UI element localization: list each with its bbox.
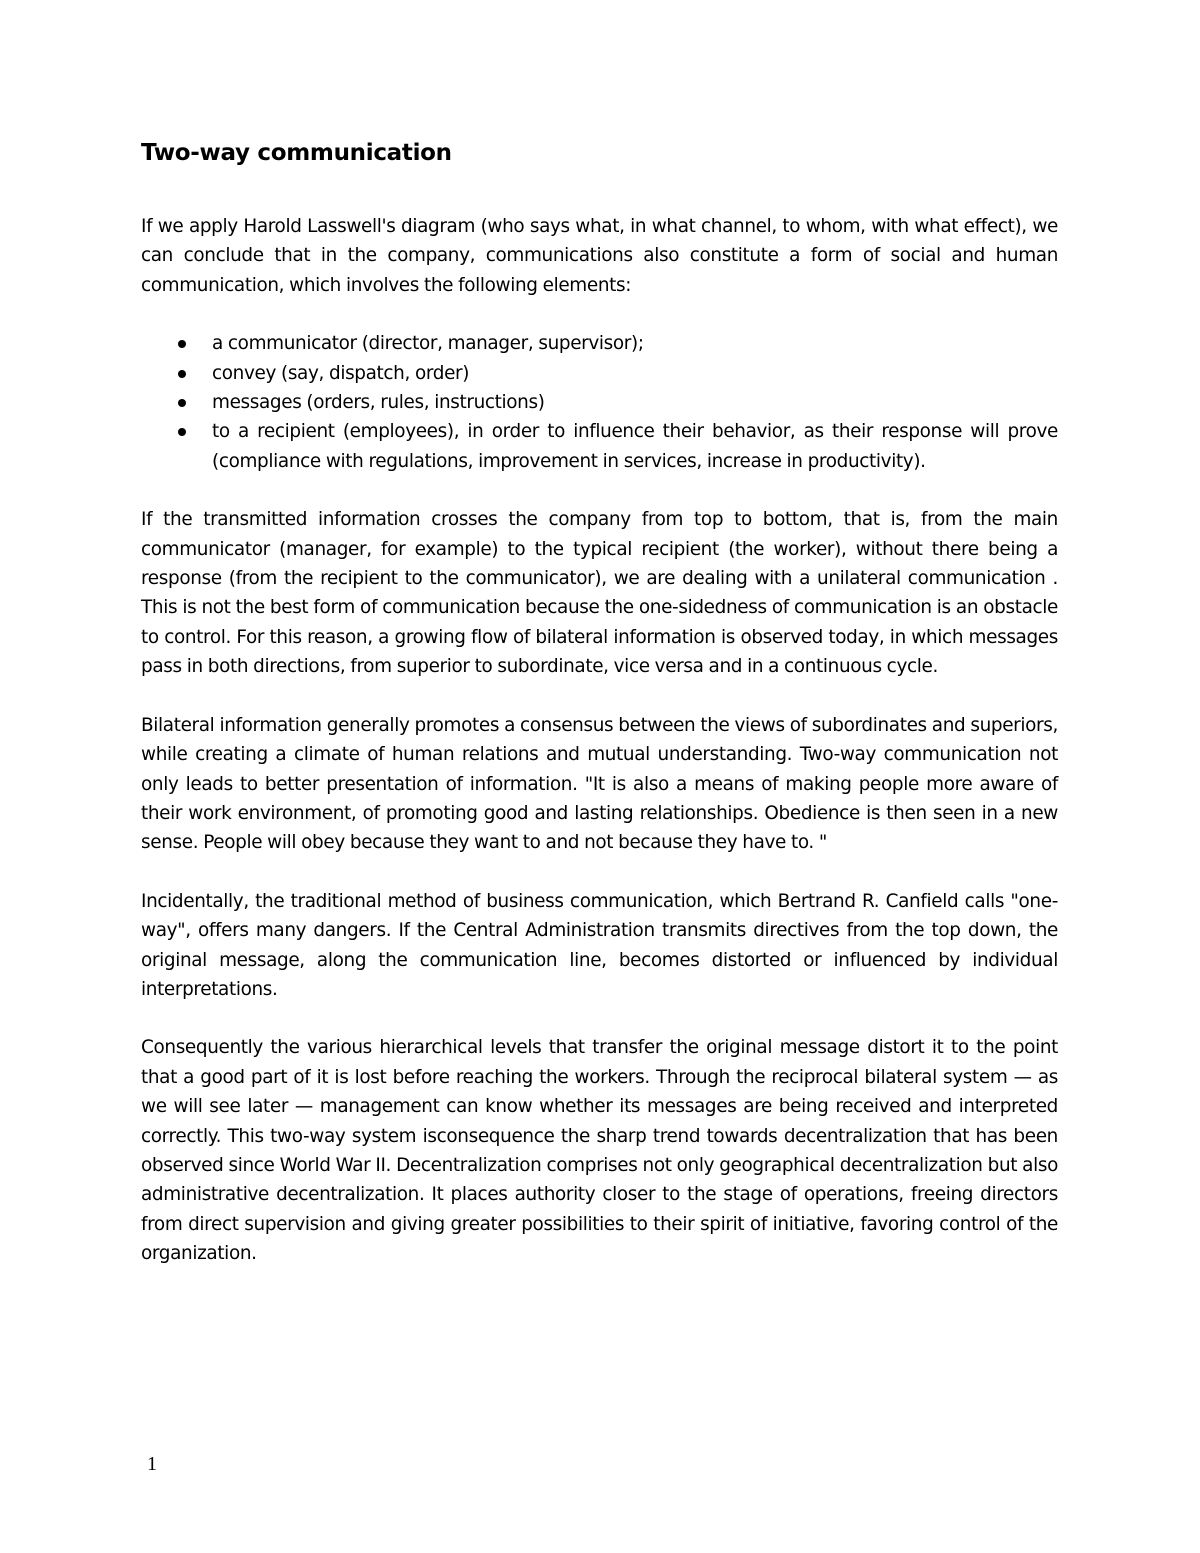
bullet-icon bbox=[178, 340, 186, 348]
list-item bbox=[141, 329, 1058, 358]
bullet-icon bbox=[178, 370, 186, 378]
list-item-text: messages (orders, rules, instructions) bbox=[212, 392, 545, 414]
list-item bbox=[141, 359, 1058, 388]
body-paragraph-unilateral: If the transmitted information crosses the company from top to bottom, that is, from the main communicator (manager, for example) to the typical recipient (the worker), without there being a response (from the recipient to the communicator), we are dealing with a unilateral communication . This is not the best form of communication because the one-sidedness of communication is an obstacle to control. For this reason, a growing flow of bilateral information is observed today, in which messages pass in both directions, from superior to subordinate, vice versa and in a continuous cycle. bbox=[141, 509, 1058, 678]
elements-list bbox=[141, 329, 1058, 476]
list-item-text: a communicator (director, manager, supervisor); bbox=[212, 333, 644, 355]
body-paragraph-bilateral: Bilateral information generally promotes a consensus between the views of subordinates and superiors, while creating a climate of human relations and mutual understanding. Two-way communication not only leads to better presentation of information. "It is also a means of making people more aware of their work environment, of promoting good and lasting relationships. Obedience is then seen in a new sense. People will obey because they want to and not because they have to. " bbox=[141, 714, 1058, 854]
bullet-icon bbox=[178, 428, 186, 436]
body-paragraph-one-way: Incidentally, the traditional method of business communication, which Bertrand R. Canfield calls "one-way", offers many dangers. If the Central Administration transmits directives from the top down, the original message, along the communication line, becomes distorted or influenced by individual interpretations. bbox=[141, 890, 1058, 1000]
document-page bbox=[141, 136, 1058, 1298]
body-paragraph-decentralization: Consequently the various hierarchical levels that transfer the original message distort it to the point that a good part of it is lost before reaching the workers. Through the reciprocal bilateral system — as we will see later — management can know whether its messages are being received and interpreted correctly. This two-way system isconsequence the sharp trend towards decentralization that has been observed since World War II. Decentralization comprises not only geographical decentralization but also administrative decentralization. It places authority closer to the stage of operations, freeing directors from direct supervision and giving greater possibilities to their spirit of initiative, favoring control of the organization. bbox=[141, 1037, 1058, 1265]
page-number: 1 bbox=[147, 1453, 157, 1475]
intro-paragraph: If we apply Harold Lasswell's diagram (who says what, in what channel, to whom, with what effect), we can conclude that in the company, communications also constitute a form of social and human communication, which involves the following elements: bbox=[141, 216, 1058, 296]
list-item-text: to a recipient (employees), in order to influence their behavior, as their response will prove (compliance with regulations, improvement in services, increase in productivity). bbox=[212, 421, 1058, 472]
list-item bbox=[141, 417, 1058, 476]
page-title: Two-way communication bbox=[141, 140, 452, 166]
list-item-text: convey (say, dispatch, order) bbox=[212, 362, 470, 384]
list-item bbox=[141, 388, 1058, 417]
bullet-icon bbox=[178, 399, 186, 407]
